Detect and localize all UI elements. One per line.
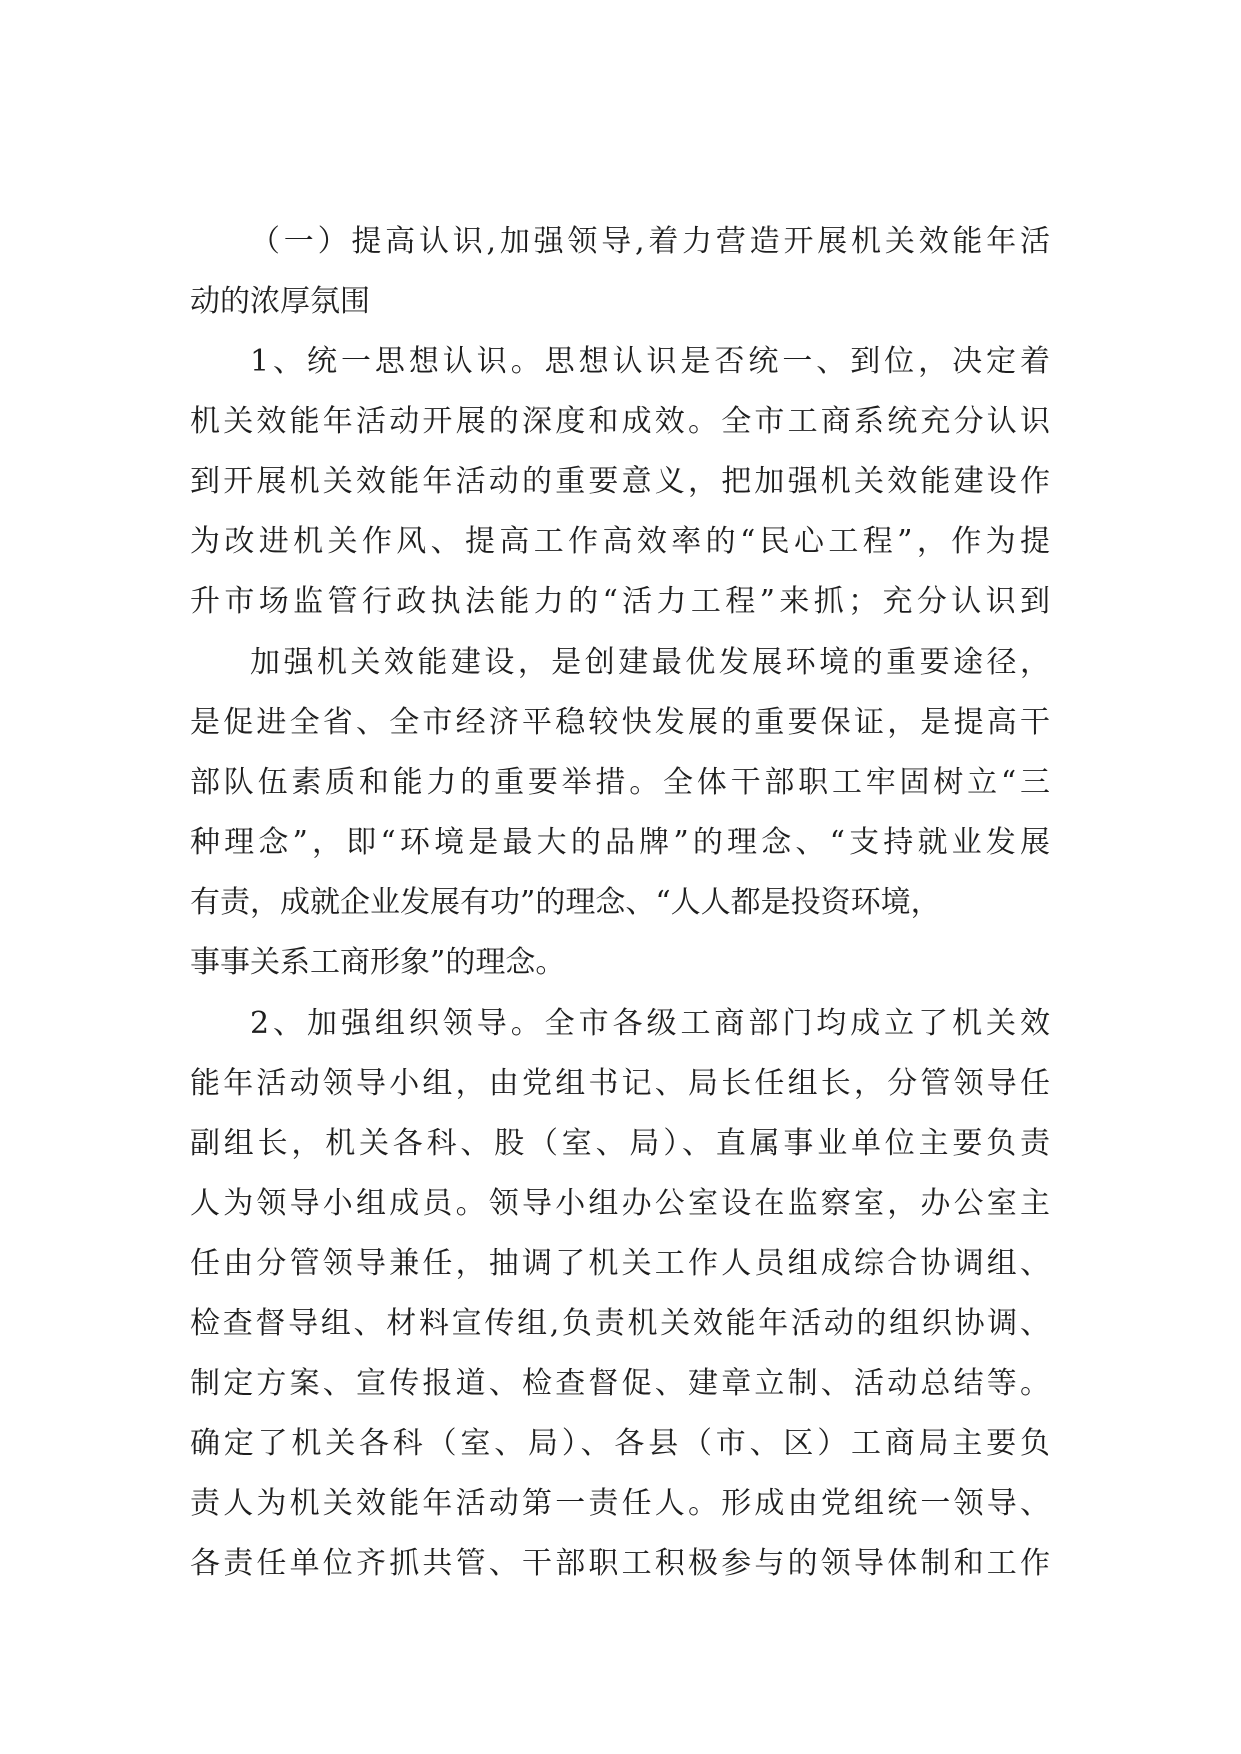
paragraph-line: 到开展机关效能年活动的重要意义，把加强机关效能建设作 bbox=[190, 464, 1050, 499]
paragraph-line: 人为领导小组成员。领导小组办公室设在监察室，办公室主 bbox=[190, 1186, 1050, 1221]
paragraph-line: 副组长，机关各科、股（室、局）、直属事业单位主要负责 bbox=[190, 1126, 1050, 1161]
paragraph-line: 加强机关效能建设，是创建最优发展环境的重要途径， bbox=[250, 645, 1050, 680]
paragraph-line: 升市场监管行政执法能力的“活力工程”来抓；充分认识到 bbox=[190, 584, 1050, 619]
paragraph-line: 事事关系工商形象”的理念。 bbox=[190, 945, 566, 980]
section-heading-continued: 动的浓厚氛围 bbox=[190, 284, 370, 319]
section-heading: （一）提高认识,加强领导,着力营造开展机关效能年活 bbox=[250, 224, 1050, 259]
paragraph-line: 是促进全省、全市经济平稳较快发展的重要保证，是提高干 bbox=[190, 705, 1050, 740]
paragraph-line: 为改进机关作风、提高工作高效率的“民心工程”，作为提 bbox=[190, 524, 1050, 559]
paragraph-line: 有责，成就企业发展有功”的理念、“人人都是投资环境， bbox=[190, 885, 941, 920]
paragraph-line: 机关效能年活动开展的深度和成效。全市工商系统充分认识 bbox=[190, 404, 1050, 439]
paragraph-line: 种理念”，即“环境是最大的品牌”的理念、“支持就业发展 bbox=[190, 825, 1050, 860]
paragraph-line: 检查督导组、材料宣传组,负责机关效能年活动的组织协调、 bbox=[190, 1306, 1050, 1341]
paragraph-line: 任由分管领导兼任，抽调了机关工作人员组成综合协调组、 bbox=[190, 1246, 1050, 1281]
paragraph-line: 1、统一思想认识。思想认识是否统一、到位，决定着 bbox=[250, 344, 1050, 379]
paragraph-line: 各责任单位齐抓共管、干部职工积极参与的领导体制和工作 bbox=[190, 1546, 1050, 1581]
paragraph-line: 确定了机关各科（室、局）、各县（市、区）工商局主要负 bbox=[190, 1426, 1050, 1461]
paragraph-line: 责人为机关效能年活动第一责任人。形成由党组统一领导、 bbox=[190, 1486, 1050, 1521]
paragraph-line: 制定方案、宣传报道、检查督促、建章立制、活动总结等。 bbox=[190, 1366, 1050, 1401]
paragraph-line: 部队伍素质和能力的重要举措。全体干部职工牢固树立“三 bbox=[190, 765, 1050, 800]
paragraph-line: 2、加强组织领导。全市各级工商部门均成立了机关效 bbox=[250, 1006, 1050, 1041]
paragraph-line: 能年活动领导小组，由党组书记、局长任组长，分管领导任 bbox=[190, 1066, 1050, 1101]
